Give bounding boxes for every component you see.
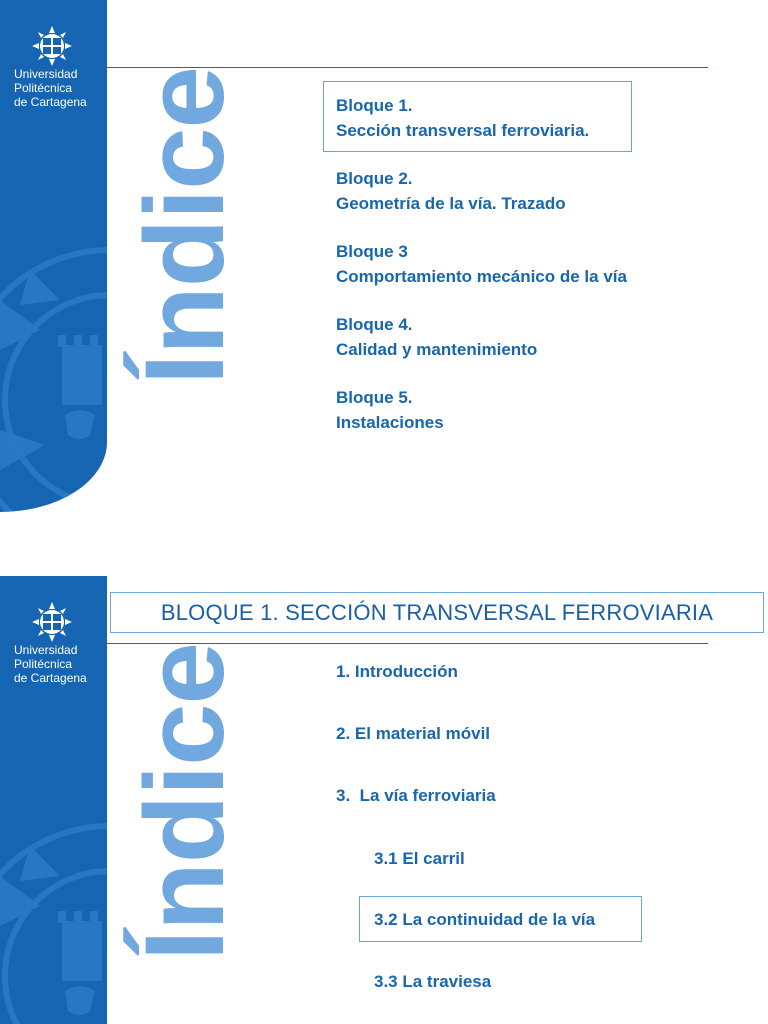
item-number: 2. bbox=[336, 724, 351, 743]
subitem-label: La traviesa bbox=[402, 972, 492, 991]
block-banner-title: BLOQUE 1. SECCIÓN TRANSVERSAL FERROVIARIA bbox=[110, 592, 764, 633]
blocks-list bbox=[336, 93, 627, 458]
sidebar bbox=[0, 576, 107, 1024]
university-name-line1: Universidad bbox=[14, 643, 78, 657]
block-subtitle: Sección transversal ferroviaria. bbox=[336, 121, 590, 140]
block-item[interactable] bbox=[336, 239, 627, 289]
index-vertical-title: Índice bbox=[122, 643, 247, 961]
contents-subitem[interactable] bbox=[374, 972, 491, 992]
contents-item[interactable] bbox=[336, 786, 496, 806]
subitem-number: 3.1 bbox=[374, 849, 398, 868]
university-name-line2: Politécnica bbox=[14, 657, 73, 671]
block-item[interactable] bbox=[336, 385, 627, 435]
university-name-line2: Politécnica bbox=[14, 81, 73, 95]
subitem-number: 3.3 bbox=[374, 972, 398, 991]
subitem-label: El carril bbox=[402, 849, 465, 868]
block-heading: Bloque 2. bbox=[336, 169, 413, 188]
block-heading: Bloque 3 bbox=[336, 242, 408, 261]
sidebar bbox=[0, 0, 107, 512]
item-label: El material móvil bbox=[354, 724, 491, 743]
block-heading: Bloque 1. bbox=[336, 96, 413, 115]
block-item[interactable] bbox=[336, 166, 627, 216]
block-item[interactable] bbox=[336, 93, 627, 143]
contents-subitem[interactable] bbox=[374, 910, 595, 930]
university-name-line3: de Cartagena bbox=[14, 95, 87, 109]
contents-subitem[interactable] bbox=[374, 849, 465, 869]
block-item[interactable] bbox=[336, 312, 627, 362]
item-label: La vía ferroviaria bbox=[359, 786, 496, 805]
upct-emblem-icon bbox=[32, 602, 72, 642]
slide-gap bbox=[0, 512, 768, 576]
block-subtitle: Comportamiento mecánico de la vía bbox=[336, 267, 627, 286]
block-subtitle: Geometría de la vía. Trazado bbox=[336, 194, 566, 213]
upct-emblem-icon bbox=[32, 26, 72, 66]
item-number: 3. bbox=[336, 786, 351, 805]
university-name-line3: de Cartagena bbox=[14, 671, 87, 685]
university-name-line1: Universidad bbox=[14, 67, 78, 81]
contents-item[interactable] bbox=[336, 662, 458, 682]
block-heading: Bloque 5. bbox=[336, 388, 413, 407]
subitem-label: La continuidad de la vía bbox=[402, 910, 596, 929]
index-vertical-title: Índice bbox=[122, 67, 247, 385]
block-heading: Bloque 4. bbox=[336, 315, 413, 334]
contents-item[interactable] bbox=[336, 724, 490, 744]
subitem-number: 3.2 bbox=[374, 910, 398, 929]
block-subtitle: Calidad y mantenimiento bbox=[336, 340, 538, 359]
item-label: Introducción bbox=[354, 662, 458, 681]
slide-block1-contents bbox=[0, 576, 768, 1024]
block-subtitle: Instalaciones bbox=[336, 413, 444, 432]
item-number: 1. bbox=[336, 662, 351, 681]
